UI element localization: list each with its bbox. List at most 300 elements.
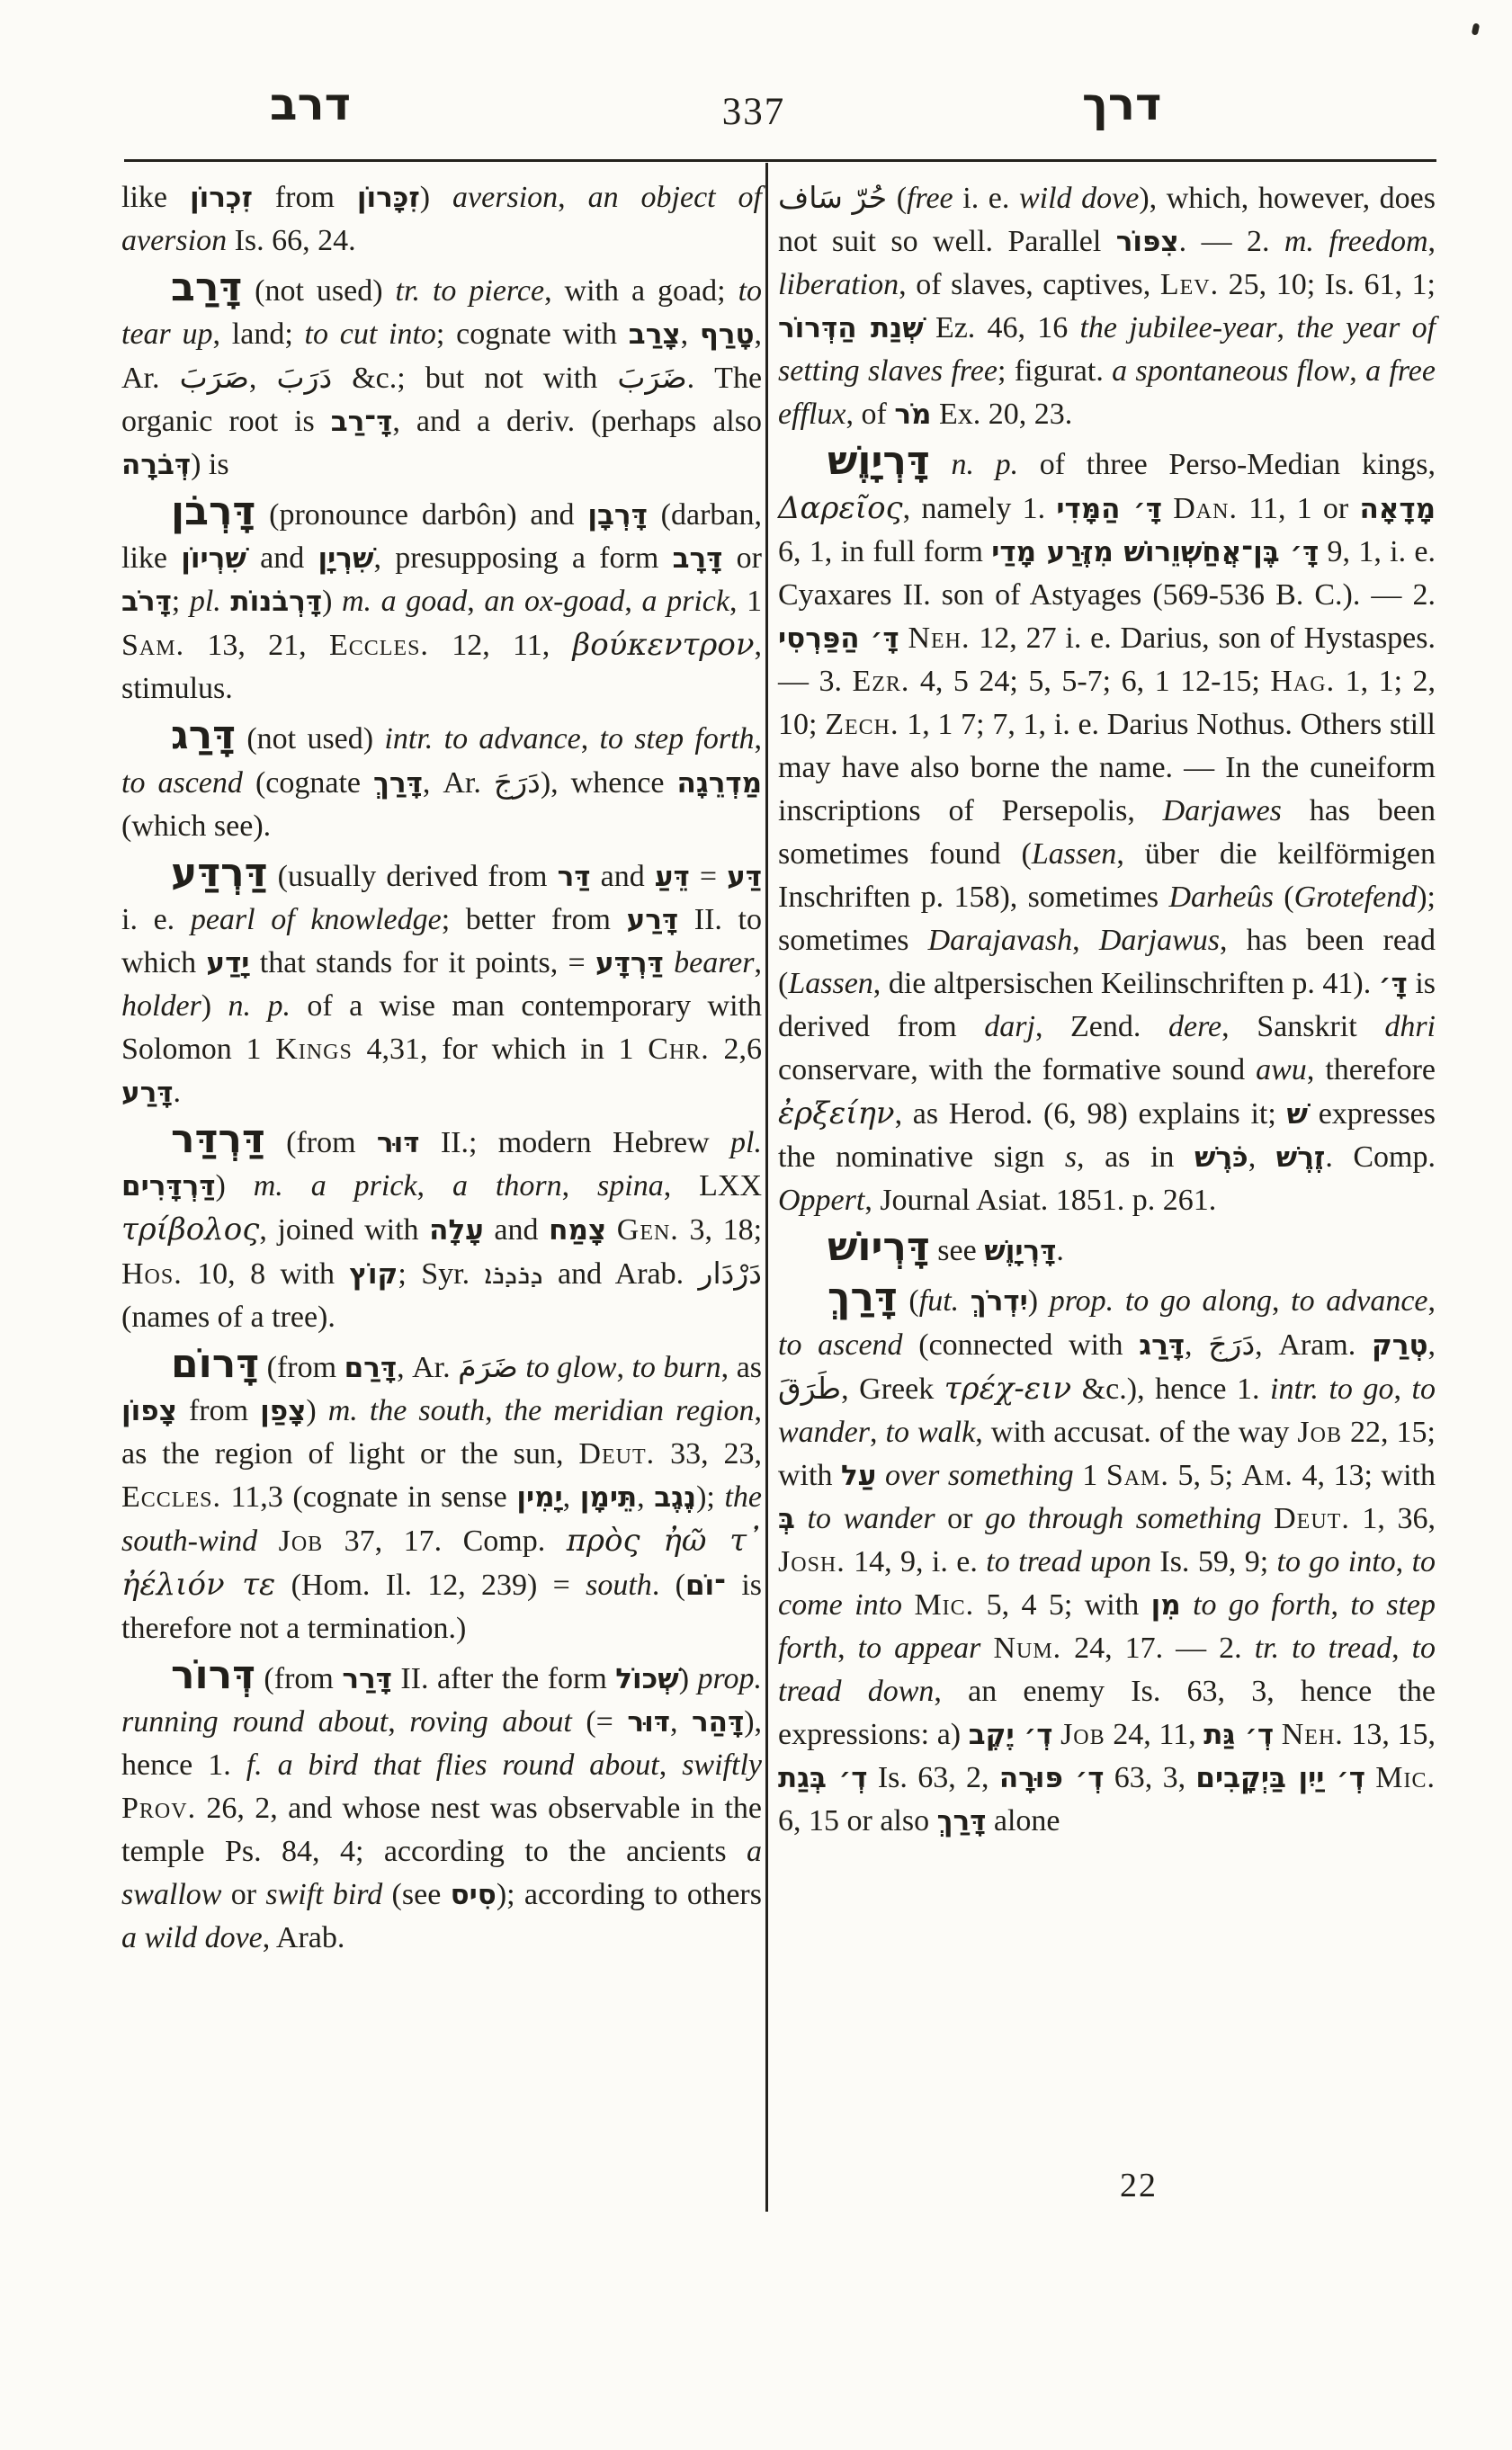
italic-text: prop. bbox=[697, 1662, 763, 1695]
hebrew-text: דַּרְדָּרִים bbox=[121, 1170, 216, 1203]
italic-text: an ox-goad bbox=[484, 585, 625, 618]
text-run: 37, 17. Comp. bbox=[323, 1525, 567, 1558]
text-run bbox=[1052, 1718, 1060, 1751]
greek-text: βούκεντρον bbox=[572, 627, 755, 663]
text-run: , bbox=[870, 1416, 886, 1449]
book-abbreviation: Job bbox=[1060, 1718, 1105, 1751]
text-run: , bbox=[680, 317, 700, 351]
greek-text: τρέχ-ειν bbox=[944, 1371, 1072, 1407]
text-run: , bbox=[248, 362, 277, 395]
text-run: ) bbox=[678, 1662, 698, 1695]
text-run bbox=[371, 585, 381, 618]
text-run: , Ar. bbox=[121, 317, 763, 395]
text-run: , as Herod. (6, 98) explains it; bbox=[894, 1097, 1287, 1131]
italic-text: to go bbox=[1329, 1373, 1394, 1406]
text-run: , land; bbox=[212, 317, 305, 351]
text-run: ) bbox=[1027, 1284, 1050, 1318]
text-run: , as the region of light or the sun, bbox=[121, 1394, 763, 1471]
italic-text: pearl of knowledge bbox=[190, 903, 442, 936]
text-run: 2,6 bbox=[709, 1033, 762, 1066]
hebrew-text: צָמַח bbox=[549, 1214, 607, 1247]
italic-text: s bbox=[1064, 1140, 1078, 1174]
italic-text: pl. bbox=[189, 585, 221, 618]
italic-text: holder bbox=[121, 989, 201, 1023]
text-run: (from bbox=[259, 1351, 344, 1384]
hebrew-text: שִׁרְיָן bbox=[318, 542, 374, 575]
text-run: , bbox=[1391, 1632, 1412, 1665]
italic-text: f. bbox=[246, 1748, 263, 1782]
italic-text: to pierce bbox=[432, 274, 545, 308]
hebrew-text: דָּ׳ בֶּן־אֲחַשְׁוֵרוֹשׁ מִזֶּרַע מָדַי bbox=[991, 536, 1320, 568]
text-run: , of slaves, captives, bbox=[899, 268, 1160, 301]
text-run: , Aram. bbox=[1255, 1328, 1372, 1362]
text-run bbox=[283, 1169, 311, 1203]
italic-text: to tread upon bbox=[986, 1545, 1151, 1578]
italic-text: to cut into bbox=[304, 317, 436, 351]
text-run: , bbox=[754, 722, 763, 756]
italic-text: a prick bbox=[310, 1169, 417, 1203]
text-run: , bbox=[658, 1748, 683, 1782]
hebrew-text: עַל bbox=[841, 1460, 877, 1492]
italic-text: freedom bbox=[1329, 225, 1428, 258]
book-abbreviation: Num. bbox=[993, 1632, 1062, 1665]
text-run: from bbox=[176, 1394, 261, 1427]
italic-text: tr. bbox=[395, 274, 420, 308]
italic-text: bearer bbox=[674, 946, 755, 979]
italic-text: Darjawus bbox=[1098, 924, 1220, 957]
text-run: , of bbox=[845, 398, 895, 431]
text-run: see bbox=[929, 1234, 985, 1267]
italic-text: to wander bbox=[778, 1373, 1436, 1449]
text-run: (which see). bbox=[121, 809, 272, 843]
italic-text: to ascend bbox=[778, 1328, 903, 1362]
hebrew-text: סִיס bbox=[450, 1879, 497, 1911]
text-run: and bbox=[590, 860, 655, 893]
hebrew-text: שִׁרְיוֹן bbox=[181, 542, 246, 575]
hebrew-text: דַּר bbox=[557, 861, 591, 893]
entry-darom bbox=[121, 1343, 762, 1650]
hebrew-text: שְׁכוֹל bbox=[615, 1663, 679, 1695]
hebrew-text: זִכְרוֹן bbox=[189, 182, 253, 214]
text-run: , bbox=[561, 1169, 598, 1203]
text-run: 24, 17. — 2. bbox=[1061, 1632, 1255, 1665]
hebrew-text: מַדְרֵגָה bbox=[676, 767, 763, 800]
text-run: 13, 21, bbox=[184, 629, 329, 662]
text-run: Is. 66, 24. bbox=[227, 224, 356, 257]
hebrew-text: מִן bbox=[1150, 1589, 1181, 1622]
text-run: 3, 18; bbox=[678, 1213, 763, 1247]
italic-text: the year of setting slaves free bbox=[778, 311, 1436, 388]
hebrew-text: דְ׳ בְּגַת bbox=[778, 1762, 868, 1794]
hebrew-text: דְ׳ גַּת bbox=[1203, 1719, 1275, 1751]
text-run: 5, 5; bbox=[1168, 1459, 1242, 1492]
text-run: , bbox=[1393, 1373, 1412, 1406]
book-abbreviation: Hos. bbox=[121, 1257, 183, 1291]
hebrew-text: דְ׳ פּוּרָה bbox=[998, 1762, 1105, 1794]
text-run bbox=[1181, 1588, 1193, 1622]
greek-text: Δαρεῖος bbox=[778, 490, 903, 526]
text-run: 11, 1 or bbox=[1237, 492, 1360, 525]
text-run: that stands for it points, = bbox=[249, 946, 596, 979]
guide-word-left: דרב bbox=[270, 78, 351, 130]
text-run: has been sometimes found ( bbox=[778, 794, 1436, 871]
text-run: , bbox=[467, 585, 485, 618]
italic-text: aversion bbox=[452, 181, 559, 214]
italic-text: Lassen bbox=[788, 967, 873, 1000]
text-run bbox=[876, 1459, 885, 1492]
text-run: , therefore bbox=[1306, 1053, 1436, 1086]
italic-text: a bird that flies round about bbox=[277, 1748, 659, 1782]
text-run: 1, 1 7; 7, 1, i. e. Darius Nothus. Others still may have also borne the name. — In the cuneiform inscriptions of Persepolis, bbox=[778, 708, 1436, 827]
text-run: , bbox=[637, 1480, 655, 1514]
text-run: , bbox=[624, 585, 642, 618]
italic-text: the jubilee-year bbox=[1079, 311, 1277, 344]
text-run: (usually derived from bbox=[267, 860, 558, 893]
italic-text: awu bbox=[1256, 1053, 1307, 1086]
text-run: , has been read ( bbox=[778, 924, 1436, 1000]
text-run: or bbox=[722, 541, 762, 575]
italic-text: n. p. bbox=[951, 448, 1019, 481]
hebrew-text: דָּ־רַב bbox=[330, 406, 393, 438]
italic-text: an object of aversion bbox=[121, 181, 763, 257]
text-run: (Hom. Il. 12, 239) = bbox=[275, 1569, 586, 1602]
italic-text: to walk bbox=[885, 1416, 976, 1449]
continuation-deror-wild-dove bbox=[778, 176, 1436, 436]
crossref-daryosh bbox=[778, 1226, 1436, 1273]
text-run: 13, 15, bbox=[1343, 1718, 1436, 1751]
hebrew-text: צִפּוֹר bbox=[1115, 226, 1179, 258]
italic-text: to go into bbox=[1276, 1545, 1396, 1578]
entry-darab bbox=[121, 266, 762, 487]
italic-text: m. bbox=[253, 1169, 283, 1203]
italic-text: to go along bbox=[1124, 1284, 1272, 1318]
hebrew-headword: דָּרְבֹן bbox=[171, 488, 256, 534]
text-run: , Ar. bbox=[422, 766, 494, 800]
text-run: , bbox=[1395, 1545, 1412, 1578]
hebrew-text: שׁ bbox=[1286, 1098, 1309, 1131]
hebrew-text: דָּרֹב bbox=[121, 586, 172, 618]
text-run: 6, 1, in full form bbox=[778, 535, 992, 568]
text-run: ( bbox=[897, 1284, 919, 1318]
text-run: , LXX bbox=[663, 1169, 763, 1203]
hebrew-text: דָּרַם bbox=[344, 1352, 398, 1384]
text-run bbox=[664, 946, 674, 979]
text-run: 1, 36, bbox=[1349, 1502, 1436, 1535]
italic-text: roving about bbox=[409, 1705, 572, 1739]
text-run: Ex. 20, 23. bbox=[931, 398, 1073, 431]
italic-text: spina bbox=[597, 1169, 664, 1203]
greek-text: ἐρξείην bbox=[778, 1095, 895, 1131]
text-run: , bbox=[580, 722, 600, 756]
hebrew-headword: דָּרַךְ bbox=[828, 1274, 898, 1320]
text-run: 14, 9, i. e. bbox=[845, 1545, 987, 1578]
text-run: , with accusat. of the way bbox=[975, 1416, 1298, 1449]
hebrew-text: צָפַן bbox=[260, 1395, 307, 1427]
text-run bbox=[1162, 492, 1173, 525]
text-run: , bbox=[1349, 354, 1366, 388]
text-run: ); according to others bbox=[496, 1878, 762, 1911]
scan-speck bbox=[1472, 22, 1481, 35]
text-run bbox=[795, 1502, 808, 1535]
text-run: ) bbox=[306, 1394, 328, 1427]
text-run: , bbox=[1276, 311, 1297, 344]
text-run bbox=[1314, 225, 1329, 258]
text-run: 26, 2, and whose nest was observable in the temple Ps. 84, 4; according to the ancients bbox=[121, 1792, 762, 1868]
text-run: 11,3 (cognate in sense bbox=[220, 1480, 517, 1514]
italic-text: m. bbox=[327, 1394, 358, 1427]
text-run: , and a deriv. (perhaps also bbox=[392, 405, 762, 438]
text-run: of three Perso-Median kings, bbox=[1018, 448, 1436, 481]
text-run: , die altpersischen Keilinschriften p. 41). bbox=[872, 967, 1379, 1000]
hebrew-text: צָפוֹן bbox=[121, 1395, 177, 1427]
text-run: is derived from bbox=[778, 967, 1436, 1043]
book-abbreviation: Josh. bbox=[778, 1545, 845, 1578]
header-rule bbox=[124, 159, 1436, 162]
text-run: ) bbox=[322, 585, 342, 618]
entry-darda bbox=[121, 852, 762, 1114]
arabic-text: صَرَبَ bbox=[179, 360, 249, 395]
book-abbreviation: Mic. bbox=[914, 1588, 975, 1622]
hebrew-text: דַּע bbox=[727, 861, 763, 893]
book-abbreviation: Zech. bbox=[825, 708, 899, 741]
book-abbreviation: Deut. bbox=[578, 1437, 656, 1471]
syriac-text: ܕܪܕܪܐ bbox=[484, 1259, 543, 1290]
italic-text: to advance bbox=[1291, 1284, 1428, 1318]
text-run: , bbox=[485, 1394, 505, 1427]
text-run: , bbox=[1427, 1328, 1436, 1362]
text-run: &c.), hence 1. bbox=[1071, 1373, 1271, 1406]
text-run: , 1 bbox=[729, 585, 763, 618]
text-run bbox=[433, 722, 443, 756]
hebrew-text: טָרַף bbox=[699, 318, 755, 351]
hebrew-text: זֶרֶשׁ bbox=[1275, 1141, 1326, 1174]
book-abbreviation: Dan. bbox=[1173, 492, 1238, 525]
hebrew-headword: דָּרְיוֹשׁ bbox=[828, 1224, 930, 1270]
arabic-text: دَرَجَ bbox=[1208, 1327, 1256, 1362]
text-run: alone bbox=[986, 1804, 1060, 1838]
text-run bbox=[221, 585, 231, 618]
text-run bbox=[899, 621, 908, 655]
text-run bbox=[1274, 1718, 1282, 1751]
text-run: ( bbox=[1273, 881, 1294, 914]
text-run: or bbox=[221, 1878, 266, 1911]
arabic-text: ضَرَبَ bbox=[617, 360, 687, 395]
text-run: ; cognate with bbox=[435, 317, 629, 351]
italic-text: a wild dove bbox=[121, 1921, 263, 1954]
text-run: ; bbox=[171, 585, 190, 618]
text-run bbox=[263, 1748, 278, 1782]
text-run: = bbox=[689, 860, 728, 893]
italic-text: go through something bbox=[985, 1502, 1262, 1535]
text-run: 22, 15; with bbox=[778, 1416, 1436, 1492]
book-abbreviation: Deut. bbox=[1274, 1502, 1350, 1535]
italic-text: south bbox=[586, 1569, 652, 1602]
hebrew-text: דָּרְבָן bbox=[587, 499, 648, 532]
italic-text: to wander bbox=[807, 1502, 935, 1535]
text-run: . Comp. bbox=[1325, 1140, 1436, 1174]
text-run: , bbox=[1427, 1284, 1436, 1318]
italic-text: to step forth bbox=[778, 1588, 1436, 1665]
text-run: i. e. bbox=[953, 182, 1019, 215]
hebrew-text: כֹּרֶשׁ bbox=[1194, 1141, 1248, 1174]
entry-daryavesh bbox=[778, 440, 1436, 1222]
text-run bbox=[1262, 1502, 1275, 1535]
right-column bbox=[778, 176, 1436, 1846]
text-run: , Arab. bbox=[262, 1921, 345, 1954]
text-run: ) is bbox=[191, 448, 229, 481]
text-run: , Zend. bbox=[1034, 1010, 1168, 1043]
text-run: , Greek bbox=[841, 1373, 944, 1406]
hebrew-headword: דַּרְדַּר bbox=[171, 1116, 265, 1162]
hebrew-text: נֶגֶב bbox=[654, 1481, 697, 1514]
text-run: , joined with bbox=[259, 1213, 430, 1247]
text-run: i. e. bbox=[121, 903, 191, 936]
greek-text: πρὸς ἠῶ τ᾽ ἠέλιόν τε bbox=[121, 1523, 763, 1603]
text-run: . bbox=[173, 1076, 182, 1109]
text-run: ), whence bbox=[540, 766, 677, 800]
arabic-text: سَاف bbox=[778, 180, 843, 215]
text-run bbox=[257, 1525, 278, 1558]
text-run: ; Syr. bbox=[398, 1257, 485, 1291]
text-run: , bbox=[1272, 1284, 1292, 1318]
book-abbreviation: Am. bbox=[1241, 1459, 1293, 1492]
italic-text: to go forth bbox=[1193, 1588, 1331, 1622]
text-run: , über die keilförmigen Inschriften p. 158), sometimes bbox=[778, 837, 1436, 914]
text-run: , bbox=[1330, 1588, 1351, 1622]
italic-text: Oppert bbox=[778, 1184, 865, 1217]
text-run bbox=[959, 1284, 971, 1318]
text-run: . The organic root is bbox=[121, 362, 763, 438]
italic-text: liberation bbox=[778, 268, 899, 301]
italic-text: the south-wind bbox=[121, 1480, 763, 1558]
text-run: . ( bbox=[651, 1569, 685, 1602]
text-run: , with a goad; bbox=[544, 274, 738, 308]
text-run: ) bbox=[215, 1169, 254, 1203]
italic-text: wild dove bbox=[1018, 182, 1140, 215]
text-run: , an enemy Is. 63, 3, hence the expressions: a) bbox=[778, 1675, 1436, 1751]
text-run: (not used) bbox=[242, 274, 396, 308]
arabic-text: دَرَجَ bbox=[493, 765, 541, 800]
continuation-zikkaron bbox=[121, 176, 762, 263]
text-run: 9, 1, i. e. Cyaxares II. son of Astyages (569-536 B. C.). — 2. bbox=[778, 535, 1436, 612]
italic-text: a prick bbox=[641, 585, 729, 618]
hebrew-text: יִדְרֹךְ bbox=[970, 1285, 1028, 1318]
italic-text: prop. bbox=[1049, 1284, 1114, 1318]
hebrew-text: זִכָּרוֹן bbox=[356, 182, 420, 214]
left-column bbox=[121, 176, 762, 1963]
text-run: , bbox=[616, 1351, 632, 1384]
text-run bbox=[843, 182, 853, 215]
hebrew-text: בְּ bbox=[778, 1503, 795, 1535]
italic-text: running round about bbox=[121, 1705, 389, 1739]
book-abbreviation: Prov. bbox=[121, 1792, 197, 1825]
hebrew-text: דָּרַךְ bbox=[936, 1805, 987, 1838]
entry-darbon bbox=[121, 490, 762, 711]
italic-text: darj bbox=[984, 1010, 1035, 1043]
italic-text: a spontaneous flow bbox=[1112, 354, 1350, 388]
italic-text: the meridian region bbox=[504, 1394, 755, 1427]
text-run: 6, 15 or also bbox=[778, 1804, 937, 1838]
text-run bbox=[1365, 1761, 1375, 1794]
text-run: , Sanskrit bbox=[1221, 1010, 1385, 1043]
italic-text: to tear up bbox=[121, 274, 763, 351]
text-run: , bbox=[754, 946, 762, 979]
hebrew-text: ־וֹם bbox=[684, 1569, 727, 1602]
text-run: of a wise man contemporary with Solomon 1 bbox=[121, 989, 763, 1066]
hebrew-headword: דָּרַב bbox=[171, 264, 243, 310]
hebrew-text: דָּרַג bbox=[1139, 1329, 1185, 1362]
text-run: , bbox=[416, 1169, 452, 1203]
italic-text: to tread bbox=[1292, 1632, 1392, 1665]
hebrew-text: צָרַב bbox=[628, 318, 681, 351]
hebrew-text: דּוּר bbox=[376, 1127, 420, 1159]
book-abbreviation: Gen. bbox=[616, 1213, 679, 1247]
text-run: II. to which bbox=[121, 903, 762, 979]
italic-text: m. bbox=[1284, 225, 1314, 258]
italic-text: to advance bbox=[443, 722, 581, 756]
text-run: 24, 11, bbox=[1105, 1718, 1204, 1751]
hebrew-text: שְׁנַת הַדְּרוֹר bbox=[778, 312, 924, 344]
text-run: 25, 10; Is. 61, 1; bbox=[1219, 268, 1436, 301]
entry-darag bbox=[121, 714, 762, 848]
text-run: &c.; but not with bbox=[332, 362, 618, 395]
hebrew-text: דּוּר bbox=[627, 1706, 670, 1739]
text-run: expresses the nominative sign bbox=[778, 1097, 1436, 1174]
italic-text: tr. bbox=[1254, 1632, 1280, 1665]
arabic-text: دَرْدَار bbox=[698, 1256, 762, 1291]
italic-text: to burn bbox=[631, 1351, 721, 1384]
italic-text: to ascend bbox=[121, 766, 243, 800]
italic-text: to tread down bbox=[778, 1632, 1436, 1708]
hebrew-text: דָּרַךְ bbox=[373, 767, 423, 800]
text-run: 5, 4 5; with bbox=[974, 1588, 1151, 1622]
text-run: Is. 63, 2, bbox=[867, 1761, 999, 1794]
text-run: (from bbox=[255, 1662, 343, 1695]
text-run: , stimulus. bbox=[121, 629, 762, 705]
text-run: and bbox=[483, 1213, 550, 1247]
text-run: ), hence 1. bbox=[121, 1705, 763, 1782]
hebrew-text: דָּרַע bbox=[626, 904, 679, 936]
text-run bbox=[930, 448, 952, 481]
hebrew-text: דָּ׳ bbox=[1378, 968, 1408, 1000]
text-run: , bbox=[837, 1632, 858, 1665]
hebrew-text: קוֹץ bbox=[349, 1258, 398, 1291]
book-abbreviation: Kings bbox=[275, 1033, 353, 1066]
text-run: 1, 1; 2, 10; bbox=[778, 665, 1436, 741]
hebrew-text: דָּרָב bbox=[672, 542, 723, 575]
hebrew-text: טְרַק bbox=[1371, 1329, 1428, 1362]
text-run: ( bbox=[887, 182, 908, 215]
text-run bbox=[358, 1394, 370, 1427]
book-abbreviation: Sam. bbox=[121, 629, 185, 662]
italic-text: Grotefend bbox=[1293, 881, 1418, 914]
text-run: ) bbox=[419, 181, 453, 214]
text-run: (cognate bbox=[242, 766, 374, 800]
italic-text: swift bird bbox=[265, 1878, 383, 1911]
italic-text: to step forth bbox=[599, 722, 755, 756]
text-run: . bbox=[1056, 1234, 1064, 1267]
hebrew-text: דָּ׳ הַמָּדִי bbox=[1056, 493, 1162, 525]
italic-text: free bbox=[907, 182, 953, 215]
hebrew-text: דְ׳ יֶקֶב bbox=[968, 1719, 1053, 1751]
text-run: 4,31, for which in 1 bbox=[352, 1033, 649, 1066]
italic-text: a free efflux bbox=[778, 354, 1436, 431]
text-run: (connected with bbox=[902, 1328, 1140, 1362]
text-run: ), which, however, does not suit so well. Parallel bbox=[778, 182, 1436, 258]
text-run: , as bbox=[720, 1351, 763, 1384]
book-abbreviation: Sam. bbox=[1105, 1459, 1169, 1492]
text-run: (see bbox=[382, 1878, 451, 1911]
